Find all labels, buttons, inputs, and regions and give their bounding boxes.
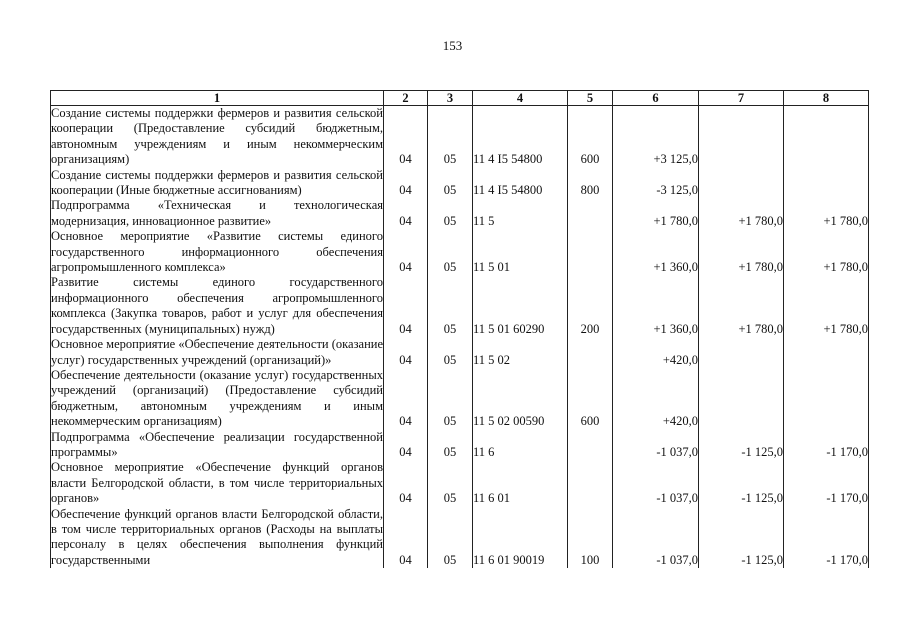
target-article-code: 11 4 I5 54800	[473, 106, 568, 168]
section-code: 04	[384, 198, 428, 229]
expense-type-code	[568, 430, 613, 461]
expense-type-code	[568, 460, 613, 506]
amount-col7: +1 780,0	[699, 275, 784, 337]
row-description: Основное мероприятие «Обеспечение деятельности (оказание услуг) государственных учреждений (организаций)»	[51, 337, 383, 367]
table-row	[51, 275, 869, 337]
amount-col6: +1 780,0	[613, 198, 699, 229]
expense-type-code	[568, 229, 613, 275]
amount-col7	[699, 106, 784, 168]
table-row	[51, 168, 869, 199]
amount-col7	[699, 168, 784, 199]
amount-col8	[784, 368, 869, 430]
row-description: Подпрограмма «Обеспечение реализации государственной программы»	[51, 429, 383, 459]
subsection-code: 05	[428, 368, 473, 430]
column-header: 2	[384, 91, 428, 106]
table-row	[51, 507, 869, 569]
amount-col7: +1 780,0	[699, 229, 784, 275]
amount-col8	[784, 337, 869, 368]
subsection-code: 05	[428, 168, 473, 199]
section-code: 04	[384, 229, 428, 275]
target-article-code: 11 5 01	[473, 229, 568, 275]
amount-col6: +1 360,0	[613, 275, 699, 337]
target-article-code: 11 5 01 60290	[473, 275, 568, 337]
target-article-code: 11 4 I5 54800	[473, 168, 568, 199]
target-article-code: 11 5 02 00590	[473, 368, 568, 430]
amount-col6: -1 037,0	[613, 460, 699, 506]
amount-col6: +1 360,0	[613, 229, 699, 275]
subsection-code: 05	[428, 106, 473, 168]
row-description: Создание системы поддержки фермеров и развития сельской кооперации (Предоставление субсидий бюджетным, автономным учреждениям и иным некоммерческим организациям)	[51, 106, 383, 167]
table-row	[51, 368, 869, 430]
amount-col8: -1 170,0	[784, 460, 869, 506]
budget-table	[50, 90, 869, 568]
amount-col8: +1 780,0	[784, 229, 869, 275]
amount-col8: -1 170,0	[784, 430, 869, 461]
header-row	[51, 91, 869, 106]
amount-col6: +420,0	[613, 368, 699, 430]
row-description: Создание системы поддержки фермеров и развития сельской кооперации (Иные бюджетные ассигнованиям)	[51, 167, 383, 198]
subsection-code: 05	[428, 460, 473, 506]
column-header: 5	[568, 91, 613, 106]
target-article-code: 11 5 02	[473, 337, 568, 368]
amount-col8: +1 780,0	[784, 198, 869, 229]
amount-col8	[784, 168, 869, 199]
amount-col7: -1 125,0	[699, 430, 784, 461]
amount-col7	[699, 337, 784, 368]
amount-col6: -1 037,0	[613, 430, 699, 461]
amount-col6: +3 125,0	[613, 106, 699, 168]
row-description: Основное мероприятие «Обеспечение функций органов власти Белгородской области, в том числе территориальных органов»	[51, 460, 383, 506]
subsection-code: 05	[428, 198, 473, 229]
table-row	[51, 229, 869, 275]
amount-col7: -1 125,0	[699, 507, 784, 569]
amount-col6: -1 037,0	[613, 507, 699, 569]
section-code: 04	[384, 460, 428, 506]
table-row	[51, 430, 869, 461]
amount-col8: +1 780,0	[784, 275, 869, 337]
row-description: Обеспечение функций органов власти Белгородской области, в том числе территориальных органов (Расходы на выплаты персоналу в целях обеспечения выполнения функций государственными	[51, 506, 383, 567]
section-code: 04	[384, 106, 428, 168]
column-header: 4	[473, 91, 568, 106]
expense-type-code	[568, 337, 613, 368]
expense-type-code: 200	[568, 275, 613, 337]
column-header: 1	[51, 91, 384, 106]
target-article-code: 11 5	[473, 198, 568, 229]
amount-col7: +1 780,0	[699, 198, 784, 229]
column-header: 7	[699, 91, 784, 106]
amount-col7	[699, 368, 784, 430]
table-row	[51, 337, 869, 368]
section-code: 04	[384, 275, 428, 337]
subsection-code: 05	[428, 275, 473, 337]
row-description: Обеспечение деятельности (оказание услуг) государственных учреждений (организаций) (Предоставление субсидий бюджетным, автономным учреждениям и иным некоммерческим организациям)	[51, 367, 383, 429]
expense-type-code: 600	[568, 106, 613, 168]
expense-type-code: 600	[568, 368, 613, 430]
section-code: 04	[384, 430, 428, 461]
column-header: 6	[613, 91, 699, 106]
page-number: 153	[442, 38, 463, 53]
subsection-code: 05	[428, 430, 473, 461]
row-description: Подпрограмма «Техническая и технологическая модернизация, инновационное развитие»	[51, 198, 383, 228]
expense-type-code: 100	[568, 507, 613, 569]
column-header: 8	[784, 91, 869, 106]
amount-col8	[784, 106, 869, 168]
column-header: 3	[428, 91, 473, 106]
subsection-code: 05	[428, 229, 473, 275]
subsection-code: 05	[428, 507, 473, 569]
table-row	[51, 460, 869, 506]
amount-col6: +420,0	[613, 337, 699, 368]
target-article-code: 11 6	[473, 430, 568, 461]
section-code: 04	[384, 168, 428, 199]
expense-type-code: 800	[568, 168, 613, 199]
subsection-code: 05	[428, 337, 473, 368]
section-code: 04	[384, 337, 428, 368]
section-code: 04	[384, 368, 428, 430]
target-article-code: 11 6 01 90019	[473, 507, 568, 569]
table-row	[51, 106, 869, 168]
target-article-code: 11 6 01	[473, 460, 568, 506]
expense-type-code	[568, 198, 613, 229]
amount-col6: -3 125,0	[613, 168, 699, 199]
row-description: Развитие системы единого государственного информационного обеспечения агропромышленного комплекса (Закупка товаров, работ и услуг для обеспечения государственных (муниципальных) нужд)	[51, 275, 383, 336]
amount-col7: -1 125,0	[699, 460, 784, 506]
amount-col8: -1 170,0	[784, 507, 869, 569]
table-row	[51, 198, 869, 229]
row-description: Основное мероприятие «Развитие системы единого государственного информационного обеспечения агропромышленного комплекса»	[51, 229, 383, 275]
section-code: 04	[384, 507, 428, 569]
